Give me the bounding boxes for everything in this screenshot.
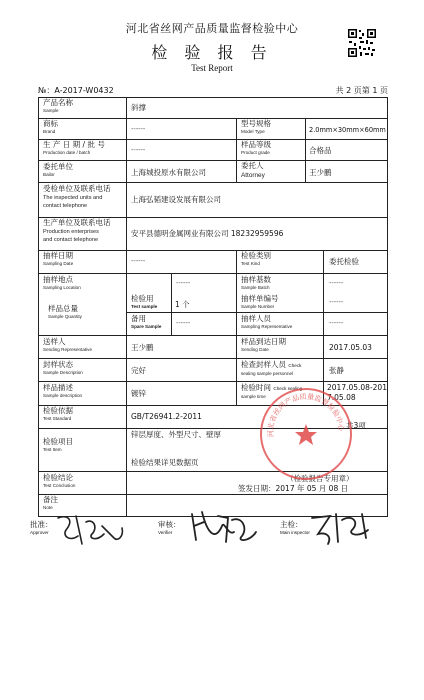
- value-test-kind: 委托检验: [329, 257, 359, 266]
- value-sample: 斜撑: [131, 103, 146, 112]
- page-count: 共 2 页第 1 页: [335, 86, 388, 95]
- label-test-conclusion: 检验结论 Test Conclusion: [43, 473, 76, 488]
- value-test-sample: 1 个: [175, 300, 190, 309]
- value-sampling-representative: ------: [329, 319, 344, 327]
- label-sampling-date: 抽样日期 Sampling Date: [43, 251, 74, 266]
- verifier-label: 审核： Verifier: [158, 520, 181, 535]
- value-sample-number: ------: [329, 298, 344, 306]
- inspector-signature: [308, 508, 378, 548]
- value-spare-sample: ------: [176, 319, 191, 327]
- seal-note: （检验报告专用章）: [286, 474, 354, 483]
- value-test-standard: GB/T26941.2-2011: [131, 412, 202, 421]
- label-attorney: 委托人 Attorney: [241, 161, 265, 179]
- value-inspected-unit: 上海弘韬建设发展有限公司: [131, 195, 221, 204]
- label-production-date: 生 产 日 期 / 批 号 Production date / batch: [43, 140, 105, 155]
- value-check-time-line1: 2017.05.08-201: [327, 383, 387, 392]
- label-grade: 样品等级 Product grade: [241, 140, 271, 155]
- label-test-sample: 检验用 Test sample: [131, 294, 158, 309]
- value-sample-batch: ------: [329, 279, 344, 287]
- label-test-kind: 检验类别 Test Kind: [241, 251, 271, 266]
- value-sample-description: 镀锌: [131, 389, 146, 398]
- label-sampling-location: 抽样地点 Sampling Location: [43, 275, 81, 290]
- official-seal-stamp: [258, 386, 354, 482]
- qr-code-icon: [347, 28, 377, 58]
- value-test-item-count: 共3项: [346, 421, 366, 430]
- label-check-sealing-personnel: 检查封样人员 Check sealing sample personnel: [241, 360, 302, 376]
- inspector-label: 主检： Main inspector: [280, 520, 310, 535]
- value-sampling-date: ------: [131, 257, 146, 265]
- value-sending-date: 2017.05.03: [329, 343, 372, 352]
- value-sending-representative: 王少鹏: [131, 343, 154, 352]
- value-attorney: 王少鹏: [309, 168, 332, 177]
- label-sample-state: 封样状态 Sample Description: [43, 360, 83, 375]
- value-check-time-line2: 7.05.08: [327, 393, 356, 402]
- sign-date: 签发日期：2017 年 05 月 08 日: [238, 484, 349, 493]
- label-sending-representative: 送样人 Sending Representative: [43, 337, 93, 352]
- report-number: №：A-2017-W0432: [38, 86, 114, 95]
- value-test-conclusion: 检验结果详见数据页: [131, 458, 199, 467]
- report-title-en: Test Report: [191, 63, 233, 73]
- label-production-enterprise: 生产单位及联系电话 Production enterprises and contact telephone: [43, 218, 111, 243]
- value-model: 2.0mm×30mm×60mm: [309, 126, 386, 134]
- label-model: 型号规格 Model Type: [241, 119, 271, 134]
- label-test-standard: 检验依据 Test Standard: [43, 406, 73, 421]
- value-bailor: 上海城投原水有限公司: [131, 168, 206, 177]
- approver-signature: [52, 508, 132, 548]
- value-sample-state: 完好: [131, 366, 146, 375]
- label-brand: 商标 Brand: [43, 119, 58, 134]
- label-note: 备注 Note: [43, 495, 58, 510]
- label-sample-number: 抽样单编号 Sample Number: [241, 294, 279, 309]
- value-production-enterprise: 安平县德明金属网业有限公司 18232959596: [131, 229, 284, 238]
- value-grade: 合格品: [309, 146, 332, 155]
- report-title: 检 验 报 告: [151, 43, 273, 62]
- report-meta: [38, 85, 388, 97]
- value-sampling-location: ------: [176, 279, 191, 287]
- approver-label: 批准： Approver: [30, 520, 53, 535]
- label-sampling-representative: 抽样人员 Sampling Representative: [241, 314, 293, 329]
- label-sending-date: 样品到达日期 Sending Date: [241, 337, 286, 352]
- label-sample-batch: 抽样基数 Sample Batch: [241, 275, 271, 290]
- label-bailor: 委托单位 Bailor: [43, 162, 73, 177]
- label-test-item: 检验项目 Test Item: [43, 437, 73, 452]
- label-inspected-unit: 受检单位及联系电话 The inspected units and contact telephone: [43, 184, 111, 209]
- verifier-signature: [188, 506, 260, 548]
- svg-text:河北省丝网产品质量监督检验中心: 河北省丝网产品质量监督检验中心: [265, 391, 347, 438]
- label-check-time: 检验时间 Check sealing sample time: [241, 383, 303, 399]
- value-check-sealing-personnel: 张静: [329, 366, 344, 375]
- label-sample: 产品名称 Sample: [43, 98, 73, 113]
- value-test-item: 锌层厚度、外型尺寸、壁厚: [131, 430, 221, 439]
- value-brand: ------: [131, 125, 146, 133]
- label-sample-quantity: 样品总量 Sample Quantity: [48, 304, 82, 319]
- value-production-date: ------: [131, 146, 146, 154]
- organization-name: 河北省丝网产品质量监督检验中心: [125, 22, 299, 35]
- label-sample-description: 样品描述 Sample description: [43, 383, 83, 398]
- label-spare-sample: 备用 Spare Sample: [131, 314, 162, 329]
